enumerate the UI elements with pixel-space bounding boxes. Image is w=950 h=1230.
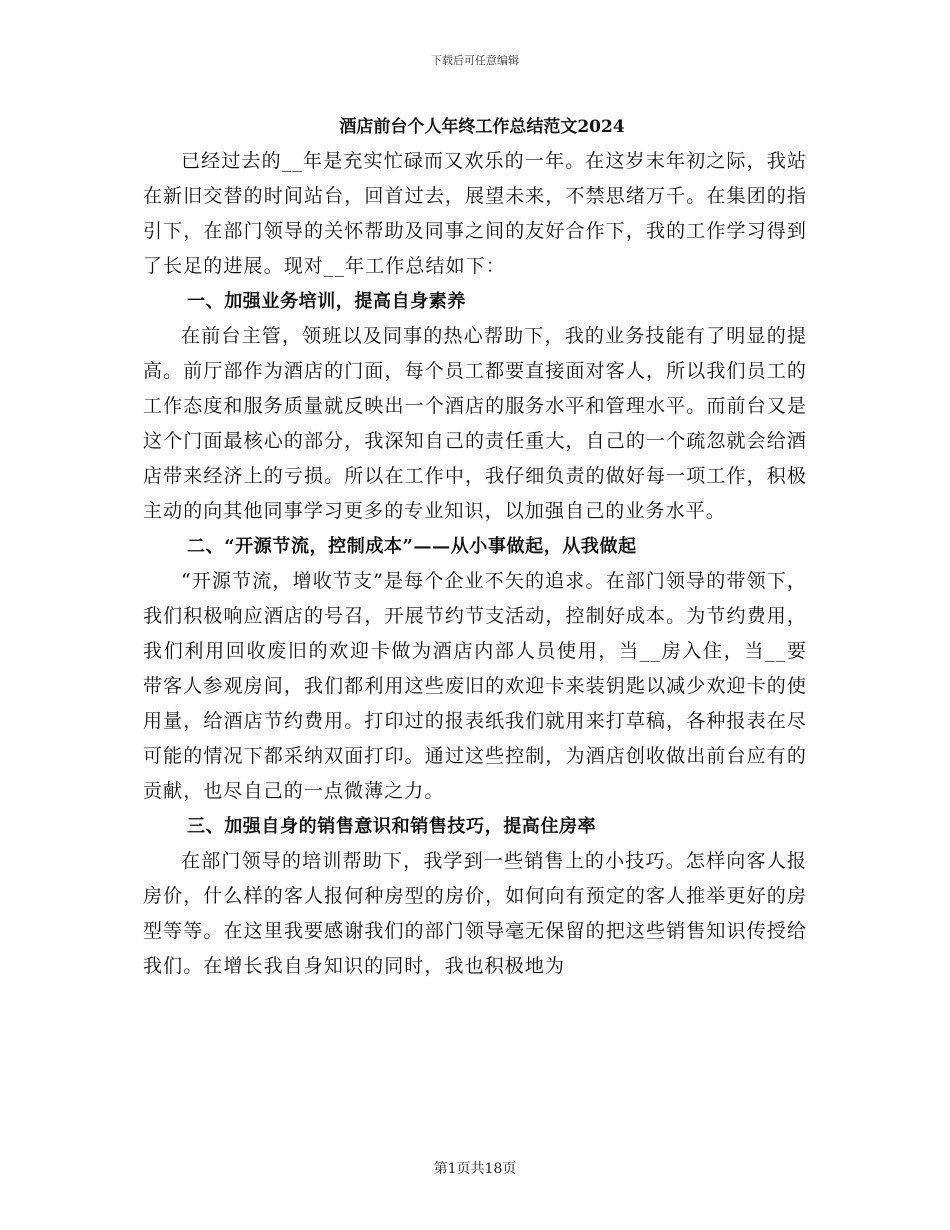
section-2-body: “开源节流，增收节支”是每个企业不矢的追求。在部门领导的带领下，我们积极响应酒店的号召，开展节约节支活动，控制好成本。为节约费用，我们利用回收废旧的欢迎卡做为酒店内部人员使用，当__房入住，当__要带客人参观房间，我们都利用这些废旧的欢迎卡来装钥匙以减少欢迎卡的使用量，给酒店节约费用。打印过的报表纸我们就用来打草稿，各种报表在尽可能的情况下都采纳双面打印。通过这些控制，为酒店创收做出前台应有的贡献，也尽自己的一点微薄之力。 [143,570,807,802]
section-2-heading: 二、“开源节流，控制成本”——从小事做起，从我做起 [187,536,637,557]
section-1-heading: 一、加强业务培训，提高自身素养 [187,291,466,312]
section-3-body: 在部门领导的培训帮助下，我学到一些销售上的小技巧。怎样向客人报房价，什么样的客人报何种房型的房价，如何向有预定的客人推举更好的房型等等。在这里我要感谢我们的部门领导毫无保留的把这些销售知识传授给我们。在增长我自身知识的同时，我也积极地为 [143,850,807,977]
section-3-heading: 三、加强自身的销售意识和销售技巧，提高住房率 [187,816,597,837]
section-1-body: 在前台主管，领班以及同事的热心帮助下，我的业务技能有了明显的提高。前厅部作为酒店的门面，每个员工都要直接面对客人，所以我们员工的工作态度和服务质量就反映出一个酒店的服务水平和管理水平。而前台又是这个门面最核心的部分，我深知自己的责任重大，自己的一个疏忽就会给酒店带来经济上的亏损。所以在工作中，我仔细负责的做好每一项工作，积极主动的向其他同事学习更多的专业知识，以加强自己的业务水平。 [143,325,807,522]
document-title: 酒店前台个人年终工作总结范文2024 [339,117,625,137]
page-header-note: 下载后可任意编辑 [431,54,519,67]
page-number-footer: 第1页共18页 [433,1161,517,1177]
document-body [143,110,807,984]
intro-paragraph: 已经过去的__年是充实忙碌而又欢乐的一年。在这岁末年初之际，我站在新旧交替的时间站台，回首过去，展望未来，不禁思绪万千。在集团的指引下，在部门领导的关怀帮助及同事之间的友好合作下，我的工作学习得到了长足的进展。现对__年工作总结如下： [143,150,807,277]
